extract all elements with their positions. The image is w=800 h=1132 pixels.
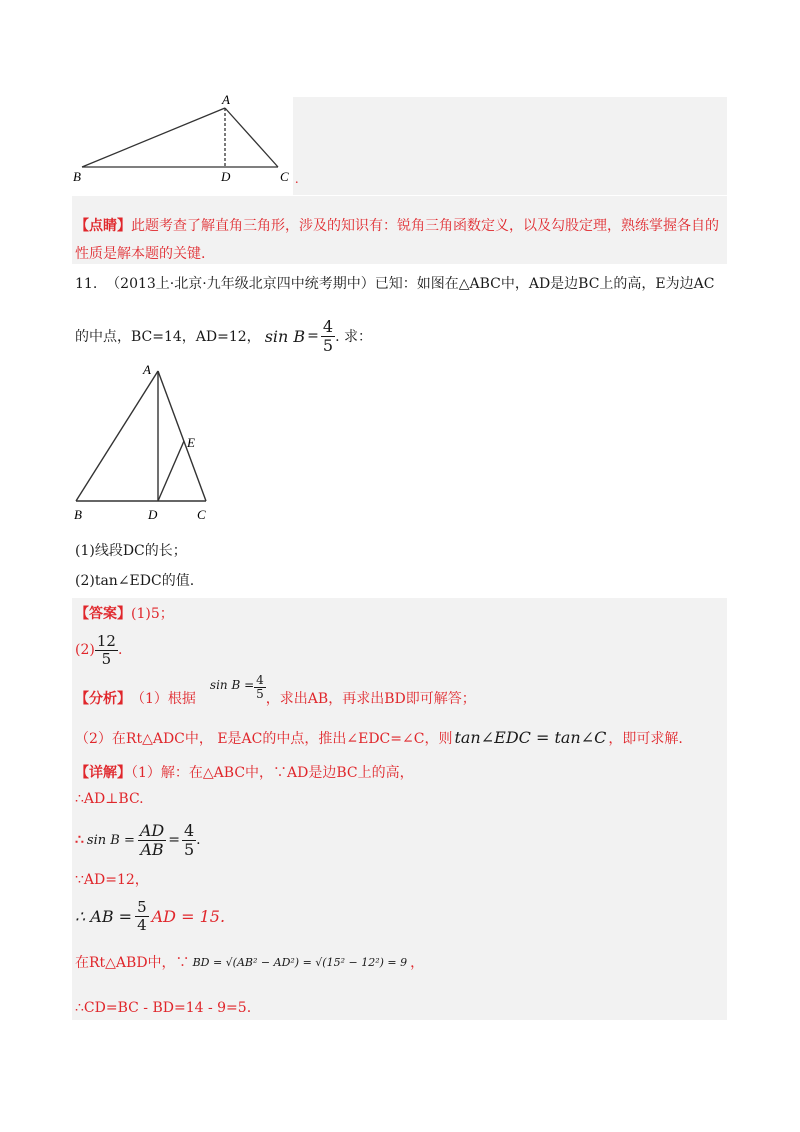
- question-1: (1)线段DC的长；: [75, 543, 187, 559]
- sin-b-label: sin B: [264, 326, 306, 346]
- problem-line1: [75, 273, 725, 293]
- label-B: B: [73, 169, 81, 184]
- detail-l5-pre: ∴ AB =: [75, 906, 133, 926]
- analysis-den: 5: [256, 687, 264, 702]
- eq-sign: =: [307, 328, 319, 344]
- detail-line6: [75, 952, 424, 972]
- detail-4-5-fraction: [182, 822, 196, 858]
- detail-l3-num2: 4: [183, 820, 195, 840]
- answer-part2-prefix: (2): [75, 642, 95, 658]
- analysis-l2: （2）在Rt△ADC中， E是AC的中点，推出∠EDC=∠C，则: [75, 731, 453, 747]
- detail-line5: [75, 896, 225, 936]
- comment-block: [75, 212, 725, 268]
- comment-line2: 性质是解本题的关键.: [75, 246, 206, 262]
- top-triangle-figure: [70, 90, 310, 190]
- detail-line3: [75, 820, 201, 860]
- triangle-abc-figure: [68, 358, 228, 523]
- problem-given: 的中点，BC=14，AD=12，: [75, 329, 261, 345]
- detail-line2: ∴AD⊥BC.: [75, 791, 144, 807]
- problem-source: （2013上·北京·九年级北京四中统考期中）: [106, 276, 375, 292]
- analysis-sinb: sin B =: [209, 678, 255, 692]
- analysis-tag: 【分析】: [75, 691, 131, 707]
- fig2-label-C: C: [197, 507, 206, 522]
- detail-line4: ∵AD=12，: [75, 872, 149, 888]
- fig2-label-E: E: [187, 435, 195, 450]
- answer-den: 5: [101, 649, 112, 668]
- question-2: (2)tan∠EDC的值.: [75, 573, 195, 589]
- analysis-l2-end: ，即可求解.: [608, 731, 683, 747]
- analysis-l1-pre: （1）根据: [131, 691, 196, 707]
- detail-l6-pre: 在Rt△ABD中，∵: [75, 955, 190, 971]
- answer-part2-suffix: .: [117, 642, 123, 658]
- analysis-fraction: [254, 674, 266, 701]
- detail-l3-den2: 5: [183, 839, 195, 859]
- answer-num: 12: [96, 632, 116, 650]
- detail-l3-num: AD: [139, 820, 165, 840]
- detail-l5-den: 4: [137, 915, 147, 934]
- detail-l6-formula: BD = √(AB² − AD²) = √(15² − 12²) = 9: [192, 955, 408, 969]
- analysis-l1-post: ，求出AB，再求出BD即可解答；: [265, 691, 476, 707]
- detail-l6-post: ，: [410, 955, 425, 971]
- top-figure-panel: [293, 97, 727, 195]
- detail-5-4-fraction: [135, 899, 149, 933]
- answer-line1: [75, 603, 174, 623]
- detail-l5-post: AD = 15.: [151, 906, 226, 926]
- detail-l3-eq: =: [168, 832, 180, 848]
- comment-line1: 此题考查了解直角三角形，涉及的知识有：锐角三角函数定义，以及勾股定理，熟练掌握各自的: [131, 218, 719, 234]
- trail-dot: .: [295, 172, 299, 187]
- problem-ask: . 求：: [335, 329, 372, 345]
- analysis-num: 4: [256, 673, 264, 687]
- detail-l3-sin: sin B =: [86, 832, 135, 848]
- detail-l1: （1）解：在△ABC中，∵AD是边BC上的高，: [131, 765, 414, 781]
- label-C: C: [280, 169, 289, 184]
- analysis-line2: [75, 728, 683, 748]
- answer-part1: (1)5；: [131, 606, 174, 622]
- label-D: D: [221, 169, 231, 184]
- detail-l3-post: .: [196, 832, 201, 848]
- detail-l3-den: AB: [140, 839, 164, 859]
- analysis-tan-formula: tan∠EDC = tan∠C: [454, 728, 607, 747]
- fig2-label-D: D: [148, 507, 158, 522]
- analysis-line1: [75, 673, 476, 718]
- detail-ad-ab-fraction: [138, 822, 166, 858]
- detail-l3-pre: ∴: [75, 832, 84, 848]
- frac-den: 5: [322, 335, 334, 355]
- fraction-4-5: [321, 318, 335, 354]
- fig2-label-B: B: [74, 507, 82, 522]
- problem-line2: [75, 316, 372, 356]
- problem-text: 已知：如图在△ABC中，AD是边BC上的高，E为边AC: [374, 276, 715, 292]
- fig2-label-A: A: [143, 362, 151, 377]
- comment-tag: 【点睛】: [75, 218, 131, 234]
- detail-line7: ∴CD=BC - BD=14 - 9=5.: [75, 1000, 252, 1016]
- detail-l5-num: 5: [137, 898, 147, 916]
- problem-number: 11.: [75, 276, 98, 292]
- detail-line1: [75, 762, 414, 782]
- frac-num: 4: [322, 316, 334, 336]
- answer-tag: 【答案】: [75, 606, 131, 622]
- label-A: A: [222, 92, 230, 107]
- detail-tag: 【详解】: [75, 765, 131, 781]
- answer-line2: [75, 630, 122, 670]
- answer-fraction: [95, 633, 118, 667]
